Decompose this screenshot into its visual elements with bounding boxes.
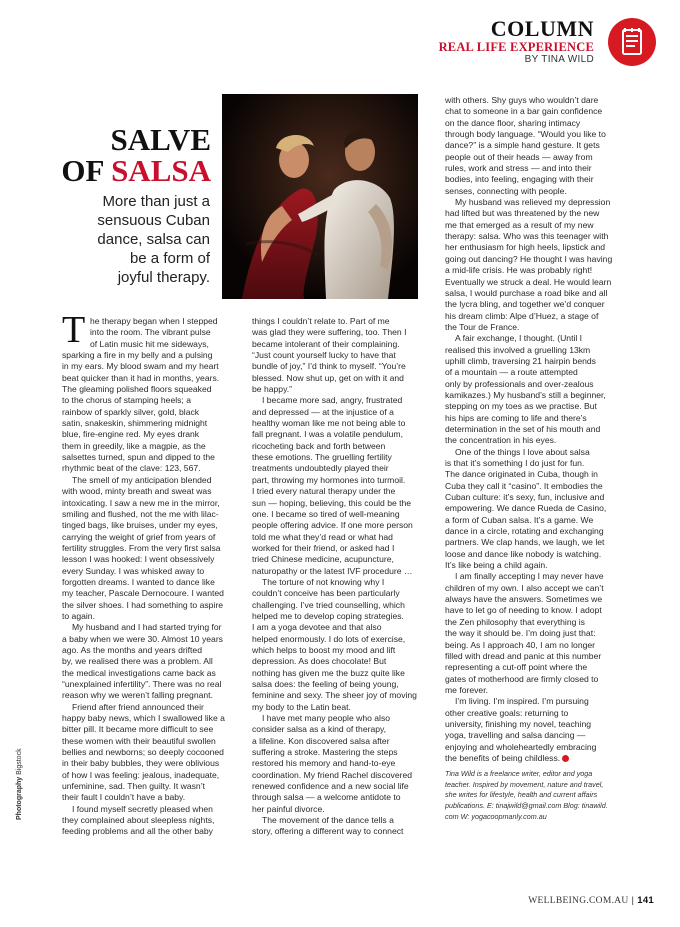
text-line: feminine and sexy. The sheer joy of moving [252, 690, 417, 701]
text-line: on the dance floor, sharing intimacy [445, 117, 581, 128]
text-line: “Just count yourself lucky to have that [252, 350, 396, 361]
text-line: became intolerant of their complaining. [252, 338, 400, 349]
text-line: enjoying and wholeheartedly embracing [445, 741, 597, 752]
text-line: me forever. [445, 684, 488, 695]
text-line: with wood, minty breath and sweat was [62, 486, 212, 497]
text-line: their fault I couldn’t have a baby. [62, 792, 186, 803]
text-line: The gleaming polished floors squeaked [62, 384, 212, 395]
text-line: rhythmic beat of the clave: 123, 567. [62, 463, 201, 474]
paragraph [252, 316, 430, 395]
text-line: carrying the weight of grief from years of [62, 531, 216, 542]
text-line: always have the answers. Sometimes we [445, 594, 603, 605]
text-line: have to let go of needing to know. I adopt [445, 605, 602, 616]
text-line: reason why we weren’t falling pregnant. [62, 690, 213, 701]
text-line: renewed confidence and a new social life [252, 781, 409, 792]
text-line: her painful divorce. [252, 803, 325, 814]
drop-cap: T [62, 309, 86, 351]
text-line: sparking a fire in my belly and a pulsing [62, 350, 213, 361]
bio-line: com W: yogacoopmanly.com.au [445, 811, 547, 821]
text-line: treatments undoubtedly played their [252, 463, 389, 474]
headline-line-2 [50, 155, 211, 187]
text-line: uphill climb, traversing 21 hairpin bends [445, 355, 596, 366]
text-line: restored his memory and hand-to-eye [252, 758, 396, 769]
text-line: satin, snakeskin, shimmering midnight [62, 418, 208, 429]
paragraph [62, 475, 237, 622]
text-line: kamikazes.) My husband’s still a beginner, [445, 389, 606, 400]
column-label: COLUMN [490, 16, 594, 41]
text-line: them in greedily, like a magpie, as the [62, 440, 206, 451]
article-column-3 [445, 95, 623, 822]
text-line: I became more sad, angry, frustrated [262, 395, 403, 406]
notepad-icon [608, 18, 656, 66]
paragraph [62, 702, 237, 804]
paragraph [445, 333, 623, 446]
text-line: was glad they were suffering, too. Then I [252, 327, 407, 338]
text-line: healthy woman like me not being able to [252, 418, 406, 429]
text-line: told me what they’d read or what had [252, 531, 393, 542]
text-line: only by professionals and over-zealous [445, 378, 594, 389]
text-line: the Zen philosophy that everything is [445, 616, 585, 627]
paragraph [445, 696, 623, 764]
text-line: naturopathy or the latest IVF procedure … [252, 565, 413, 576]
standfirst-line: be a form of [129, 250, 210, 267]
text-line: the concentration in his eyes. [445, 435, 557, 446]
text-line: empowering. We dance Rueda de Casino, [445, 503, 607, 514]
text-line: sun — hoping, believing, this could be the [252, 497, 412, 508]
text-line: happy baby news, which I swallowed like a [62, 713, 225, 724]
text-line: The dance originated in Cuba, though in [445, 469, 598, 480]
text-line: of how I was feeling: jealous, inadequate, [62, 769, 220, 780]
standfirst [58, 192, 210, 287]
text-line: my body to the Latin beat. [252, 701, 351, 712]
text-line: which helps to boost my mood and lift [252, 644, 396, 655]
text-line: other creative goals: returning to [445, 707, 569, 718]
text-line: realised this involved a gruelling 13km [445, 344, 591, 355]
text-line: Cuba they call it “casino”. It embodies the [445, 480, 603, 491]
text-line: fall pregnant. I was a volatile pendulum, [252, 429, 403, 440]
text-line: I’m living. I’m inspired. I’m pursuing [455, 696, 589, 707]
dancers-illustration [222, 94, 418, 299]
text-line: Friend after friend announced their [72, 701, 204, 712]
text-line: of Latin music hit me sideways, [90, 338, 209, 349]
author-bio [445, 769, 623, 822]
text-line: smiling and flushed, not the me with lilac- [62, 508, 219, 519]
text-line: ricocheting back and forth between [252, 440, 386, 451]
text-line: My husband and I had started trying for [72, 622, 222, 633]
text-line: through body language. “Would you like to [445, 129, 606, 140]
text-line: the silver shoes. I had something to aspire [62, 599, 223, 610]
text-line: salsa does: the feeling of being young, [252, 679, 399, 689]
footer-separator: | [628, 895, 638, 906]
paragraph [445, 197, 623, 333]
text-line: blessed. Now shut up, get on with it and [252, 372, 404, 383]
text-line: salsettes turned, spun and dipped to the [62, 452, 215, 463]
text-line: consider salsa as a kind of therapy, [252, 724, 387, 735]
text-line: gates of motherhood are firmly closed to [445, 673, 599, 684]
text-line: the way it should be. I’m doing just that: [445, 628, 596, 639]
text-line: I am a yoga devotee and that also [252, 622, 382, 633]
text-line: loose and dance like nobody is watching. [445, 548, 602, 559]
text-line: fertility struggles. From the very first salsa [62, 542, 221, 553]
text-line: these emotions. The gruelling fertility [252, 452, 392, 463]
page-footer [528, 895, 654, 906]
headline-salsa: SALSA [111, 153, 211, 188]
article-column-2 [252, 316, 430, 838]
article-column-1 [62, 309, 237, 838]
text-line: to again. [62, 610, 95, 621]
text-line: blue, fire-engine red. My eyes drank [62, 429, 200, 440]
paragraph [445, 447, 623, 572]
text-line: is that it’s something I do just for fun. [445, 458, 585, 468]
text-line: My husband was relieved my depression [455, 197, 611, 208]
text-line: couldn’t conceive has been particularly [252, 588, 400, 599]
text-line: bellies and newborns; so deeply cocooned [62, 747, 224, 758]
text-line: nothing has given me the buzz quite like [252, 667, 405, 678]
text-line: beat quicker than it had in months, years. [62, 372, 220, 383]
text-line: “unexplained infertility”. There was no real [62, 679, 222, 689]
text-line: a form of Cuban salsa. It’s a game. We [445, 514, 594, 525]
byline: BY TINA WILD [524, 54, 594, 65]
end-mark-icon [562, 755, 569, 762]
headline-of: OF [61, 153, 112, 188]
text-line: in my ears. My blood swam and my heart [62, 361, 219, 372]
text-line: children of my own. I also accept we can’t [445, 582, 604, 593]
text-line: salsa, I would purchase a road bike and all [445, 287, 608, 298]
text-line: coordination. My friend Rachel discovered [252, 769, 413, 780]
couple-dancing-salsa-photo [222, 94, 418, 299]
text-line: the medical investigations came back as [62, 667, 216, 678]
section-label: REAL LIFE EXPERIENCE [438, 40, 594, 54]
text-line: things I couldn’t relate to. Part of me [252, 316, 390, 326]
text-line: people out of their heads — away from [445, 151, 593, 162]
text-line: in their baby bubbles, they were oblivious [62, 758, 220, 769]
text-line: Eventually we struck a deal. He would learn [445, 276, 612, 287]
text-line: The smell of my anticipation blended [72, 474, 212, 485]
text-line: intoxicating. I saw a new me in the mirror, [62, 497, 220, 508]
text-line: challenging. I’ve tried counselling, which [252, 599, 405, 610]
page-number: 141 [637, 895, 654, 906]
bio-line: teacher. Inspired by movement, nature and travel, [445, 779, 604, 789]
text-line: bundle of joy,” I’d think to myself. “You’re [252, 361, 406, 372]
text-line: helped enormously. I do lots of exercise, [252, 633, 406, 644]
text-line: he therapy began when I stepped [90, 316, 218, 326]
text-line: rules, work and stress — and into their [445, 163, 592, 174]
text-line: going out dancing? He thought I was having [445, 253, 613, 264]
bio-line: Tina Wild is a freelance writer, editor and yoga [445, 769, 593, 779]
text-line: dance in a circle, rotating and exchanging [445, 526, 604, 537]
paragraph [62, 622, 237, 701]
text-line: being. As I approach 40, I am no longer [445, 639, 596, 650]
text-line: her enthusiasm for high heels, lipstick and [445, 242, 606, 253]
text-line: depression. As does chocolate! But [252, 656, 387, 667]
standfirst-line: dance, salsa can [97, 231, 210, 248]
text-line: and depressed — at the injustice of a [252, 406, 394, 417]
paragraph [62, 804, 237, 838]
text-line: I tried every natural therapy under the [252, 486, 396, 497]
text-line: people offering advice. If one more person [252, 520, 413, 531]
text-line: through salsa — a welcome antidote to [252, 792, 401, 803]
text-line: A fair exchange, I thought. (Until I [455, 333, 583, 344]
text-line: representing a cut-off point where the [445, 662, 588, 673]
bio-line: she writes for lifestyle, health and current affairs [445, 790, 598, 800]
photo-credit-source: Bigstock [16, 748, 23, 775]
text-line: partners. We clap hands, we laugh, we let [445, 537, 605, 548]
text-line: determination in the set of his mouth and [445, 423, 601, 434]
text-line: unfeminine, sad. Then guilty. It wasn’t [62, 781, 205, 792]
paragraph [252, 577, 430, 713]
paragraph [252, 713, 430, 815]
text-line: I am finally accepting I may never have [455, 571, 604, 582]
text-line: ago. As the months and years drifted [62, 644, 202, 655]
text-line: One of the things I love about salsa [455, 446, 590, 457]
text-line: into the room. The vibrant pulse [90, 327, 211, 338]
text-line: dance?” is a simple hand gesture. It gets [445, 140, 600, 151]
paragraph [252, 395, 430, 577]
text-line: rainbow of sparkly silver, gold, black [62, 406, 200, 417]
text-line: Cuban culture: it’s sexy, fun, inclusive and [445, 492, 605, 503]
text-line: yoga, travelling and salsa dancing — [445, 730, 586, 741]
text-line: every Sunday. I was whisked away to [62, 565, 205, 576]
paragraph [445, 571, 623, 696]
standfirst-line: sensuous Cuban [97, 212, 210, 229]
photo-credit-label: Photography [16, 776, 23, 820]
text-line: forgotten dreams. I wanted to dance like [62, 576, 215, 587]
text-line: had lifted but was threatened by the new [445, 208, 600, 219]
text-line: by, we realised there was a problem. All [62, 656, 213, 667]
text-line: I found myself secretly pleased when [72, 803, 213, 814]
text-line: with others. Shy guys who wouldn’t dare [445, 95, 599, 105]
paragraph [62, 309, 237, 475]
text-line: to the chorus of stamping heels; a [62, 395, 191, 406]
text-line: worked for their friend, or asked had I [252, 542, 395, 553]
text-line: his dream climb: Alpe d’Huez, a stage of [445, 310, 599, 321]
text-line: of a mountain — a route attempted [445, 367, 578, 378]
text-line: a baby when we were 30. Almost 10 years [62, 633, 223, 644]
paragraph [252, 815, 430, 838]
text-line: bodies, into feeling, engaging with their [445, 174, 594, 185]
text-line: these women with their beautiful swollen [62, 735, 216, 746]
text-line: me that emerged as a result of my new [445, 219, 594, 230]
text-line: university, finishing my novel, teaching [445, 718, 592, 729]
text-line: they complained about sleepless nights, [62, 815, 215, 826]
text-line: part, throwing my hormones into turmoil. [252, 474, 406, 485]
footer-site: WELLBEING.COM.AU [528, 896, 629, 906]
text-line: tinged bags, like bruises, under my eyes, [62, 520, 218, 531]
text-line: feeding problems and all the other baby [62, 826, 213, 837]
text-line: senses, connecting with people. [445, 185, 567, 196]
text-line: bitter pill. It became more difficult to see [62, 724, 214, 735]
text-line: a mid-life crisis. He was probably right! [445, 265, 593, 276]
text-line: The movement of the dance tells a [262, 815, 394, 826]
text-line: therapy: salsa. Who was this teenager with [445, 231, 609, 242]
bio-line: publications. E: tinajwild@gmail.com Blog: tinawild. [445, 801, 608, 811]
column-logo [608, 18, 656, 66]
text-line: It’s like being a child again. [445, 560, 548, 571]
text-line: helped me to develop coping strategies. [252, 610, 404, 621]
text-line: the lycra bling, and together we’d conquer [445, 299, 605, 310]
text-line: filled with dread and panic at this number [445, 650, 602, 661]
standfirst-line: joyful therapy. [117, 269, 210, 286]
text-line: story, offering a different way to connect [252, 826, 404, 837]
text-line: the Tour de France. [445, 321, 520, 332]
standfirst-line: More than just a [102, 193, 210, 210]
photo-credit [16, 748, 23, 820]
text-line: the benefits of being childless. [445, 753, 623, 764]
text-line: suffering a stroke. Mastering the steps [252, 747, 398, 758]
text-line: a lifeline. Kon discovered salsa after [252, 735, 390, 746]
text-line: chat to someone in a bar gain confidence [445, 106, 603, 117]
text-line: lesson I was hooked: I went obsessively [62, 554, 215, 565]
text-line: one. I became so tired of well-meaning [252, 508, 400, 519]
text-line: The torture of not knowing why I [262, 576, 385, 587]
text-line: I have met many people who also [262, 713, 391, 724]
text-line: his hips are coming to life and there’s [445, 412, 587, 423]
text-line: tried Chinese medicine, acupuncture, [252, 554, 394, 565]
headline-line-1: SALVE [110, 122, 211, 157]
paragraph [445, 95, 623, 197]
text-line: my teacher, Pascale Dernocoure. I wanted [62, 588, 224, 599]
text-line: stepping on my toes as we practise. But [445, 401, 597, 412]
text-line: be happy.” [252, 384, 292, 395]
